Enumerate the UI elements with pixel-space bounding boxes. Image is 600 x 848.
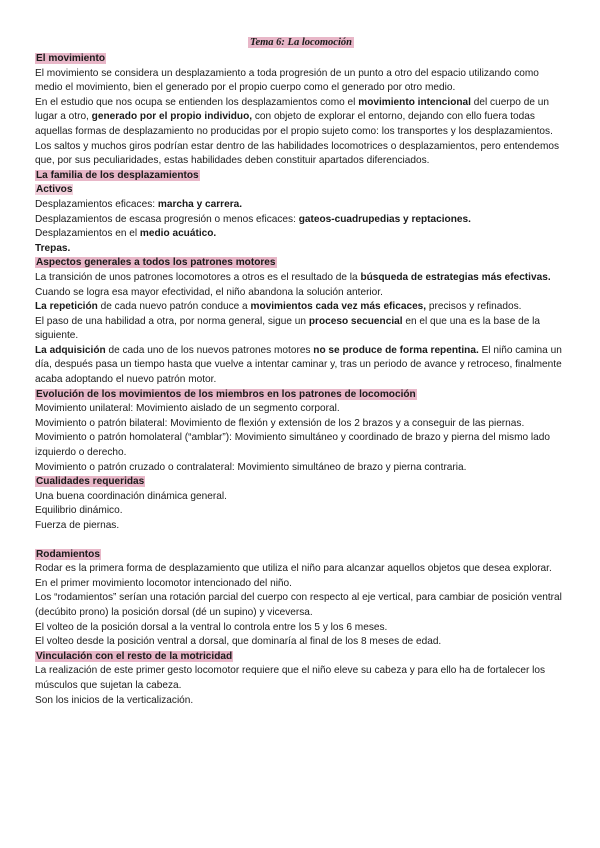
paragraph: Los saltos y muchos giros podrían estar dentro de las habilidades locomotrices o desplazamientos, pero entendemos que, por sus peculiaridades, estas habilidades deben constituir apartados diferenciados. xyxy=(35,140,560,167)
list-item: Movimiento o patrón bilateral: Movimiento de flexión y extensión de los 2 brazos y a conseguir de las piernas. xyxy=(35,417,525,429)
subheading-activos: Activos xyxy=(36,184,73,196)
section-heading-evolucion: Evolución de los movimientos de los miembros en los patrones de locomoción xyxy=(36,388,416,400)
list-item: Fuerza de piernas. xyxy=(35,520,120,531)
paragraph: En el estudio que nos ocupa se entienden los desplazamientos como el movimiento intencional del cuerpo de un lugar a otro, generado por el propio individuo, con objeto de explorar el entorno, dejando con ello fuera todas aquellas formas de desplazamiento no producidas por el propio sujeto como: los transportes y los desplazamientos. xyxy=(35,96,553,137)
section-heading-rodamientos: Rodamientos xyxy=(36,548,100,560)
list-item: Equilibrio dinámico. xyxy=(35,505,123,517)
section-heading-aspectos: Aspectos generales a todos los patrones motores xyxy=(36,257,276,269)
spacer xyxy=(35,534,567,548)
list-item: El volteo de la posición dorsal a la ventral lo controla entre los 5 y los 6 meses. xyxy=(35,621,388,633)
list-item: Rodar es la primera forma de desplazamiento que utiliza el niño para alcanzar aquellos objetos que desea explorar. xyxy=(35,563,552,575)
list-item: Movimiento o patrón homolateral (“amblar”): Movimiento simultáneo y coordinado de brazo y pierna del mismo lado izquierdo o derecho. xyxy=(35,432,551,459)
paragraph: El paso de una habilidad a otra, por norma general, sigue un proceso secuencial en el que una es la base de la siguiente. xyxy=(35,315,541,342)
list-item: En el primer movimiento locomotor intencionado del niño. xyxy=(35,577,292,589)
section-heading-vinculacion: Vinculación con el resto de la motricidad xyxy=(36,650,233,662)
list-item: Movimiento o patrón cruzado o contralateral: Movimiento simultáneo de brazo y pierna contraria. xyxy=(35,461,467,473)
list-item: Trepas. xyxy=(35,242,71,254)
paragraph: La transición de unos patrones locomotores a otros es el resultado de la búsqueda de estrategias más efectivas. Cuando se logra esa mayor efectividad, el niño abandona la solución anterior. xyxy=(35,271,551,298)
paragraph: El movimiento se considera un desplazamiento a toda progresión de un punto a otro del espacio utilizando como medio el movimiento, bien el generado por el propio cuerpo como el generado por otro medio. xyxy=(35,67,539,94)
paragraph: La repetición de cada nuevo patrón conduce a movimientos cada vez más eficaces, precisos y refinados. xyxy=(35,301,522,313)
list-item: La realización de este primer gesto locomotor requiere que el niño eleve su cabeza y para ello ha de fortalecer los músculos que sujetan la cabeza. xyxy=(35,665,546,691)
list-item: Son los inicios de la verticalización. xyxy=(35,694,194,706)
page-title: Tema 6: La locomoción xyxy=(250,37,352,48)
section-heading-familia: La familia de los desplazamientos xyxy=(36,169,199,181)
paragraph: La adquisición de cada uno de los nuevos patrones motores no se produce de forma repentina. El niño camina un día, después pasa un tiempo hasta que vuelve a intentar caminar y, tras un periodo de avance y retroceso, finalmente acaba adoptando el nuevo patrón motor. xyxy=(35,344,562,386)
list-item: Desplazamientos eficaces: marcha y carrera. xyxy=(35,198,243,210)
list-item: Los “rodamientos” serían una rotación parcial del cuerpo con respecto al eje vertical, para cambiar de posición ventral (decúbito prono) la posición dorsal (dé un supino) y viceversa. xyxy=(35,592,562,618)
list-item: Una buena coordinación dinámica general. xyxy=(35,490,227,502)
document-page xyxy=(35,36,567,708)
section-heading-movimiento: El movimiento xyxy=(36,53,105,64)
list-item: Desplazamientos en el medio acuático. xyxy=(35,228,217,240)
list-item: El volteo desde la posición ventral a dorsal, que dominaría al final de los 8 meses de edad. xyxy=(35,636,442,648)
list-item: Movimiento unilateral: Movimiento aislado de un segmento corporal. xyxy=(35,403,340,415)
section-heading-cualidades: Cualidades requeridas xyxy=(36,476,145,488)
list-item: Desplazamientos de escasa progresión o menos eficaces: gateos-cuadrupedias y reptaciones. xyxy=(35,213,471,225)
